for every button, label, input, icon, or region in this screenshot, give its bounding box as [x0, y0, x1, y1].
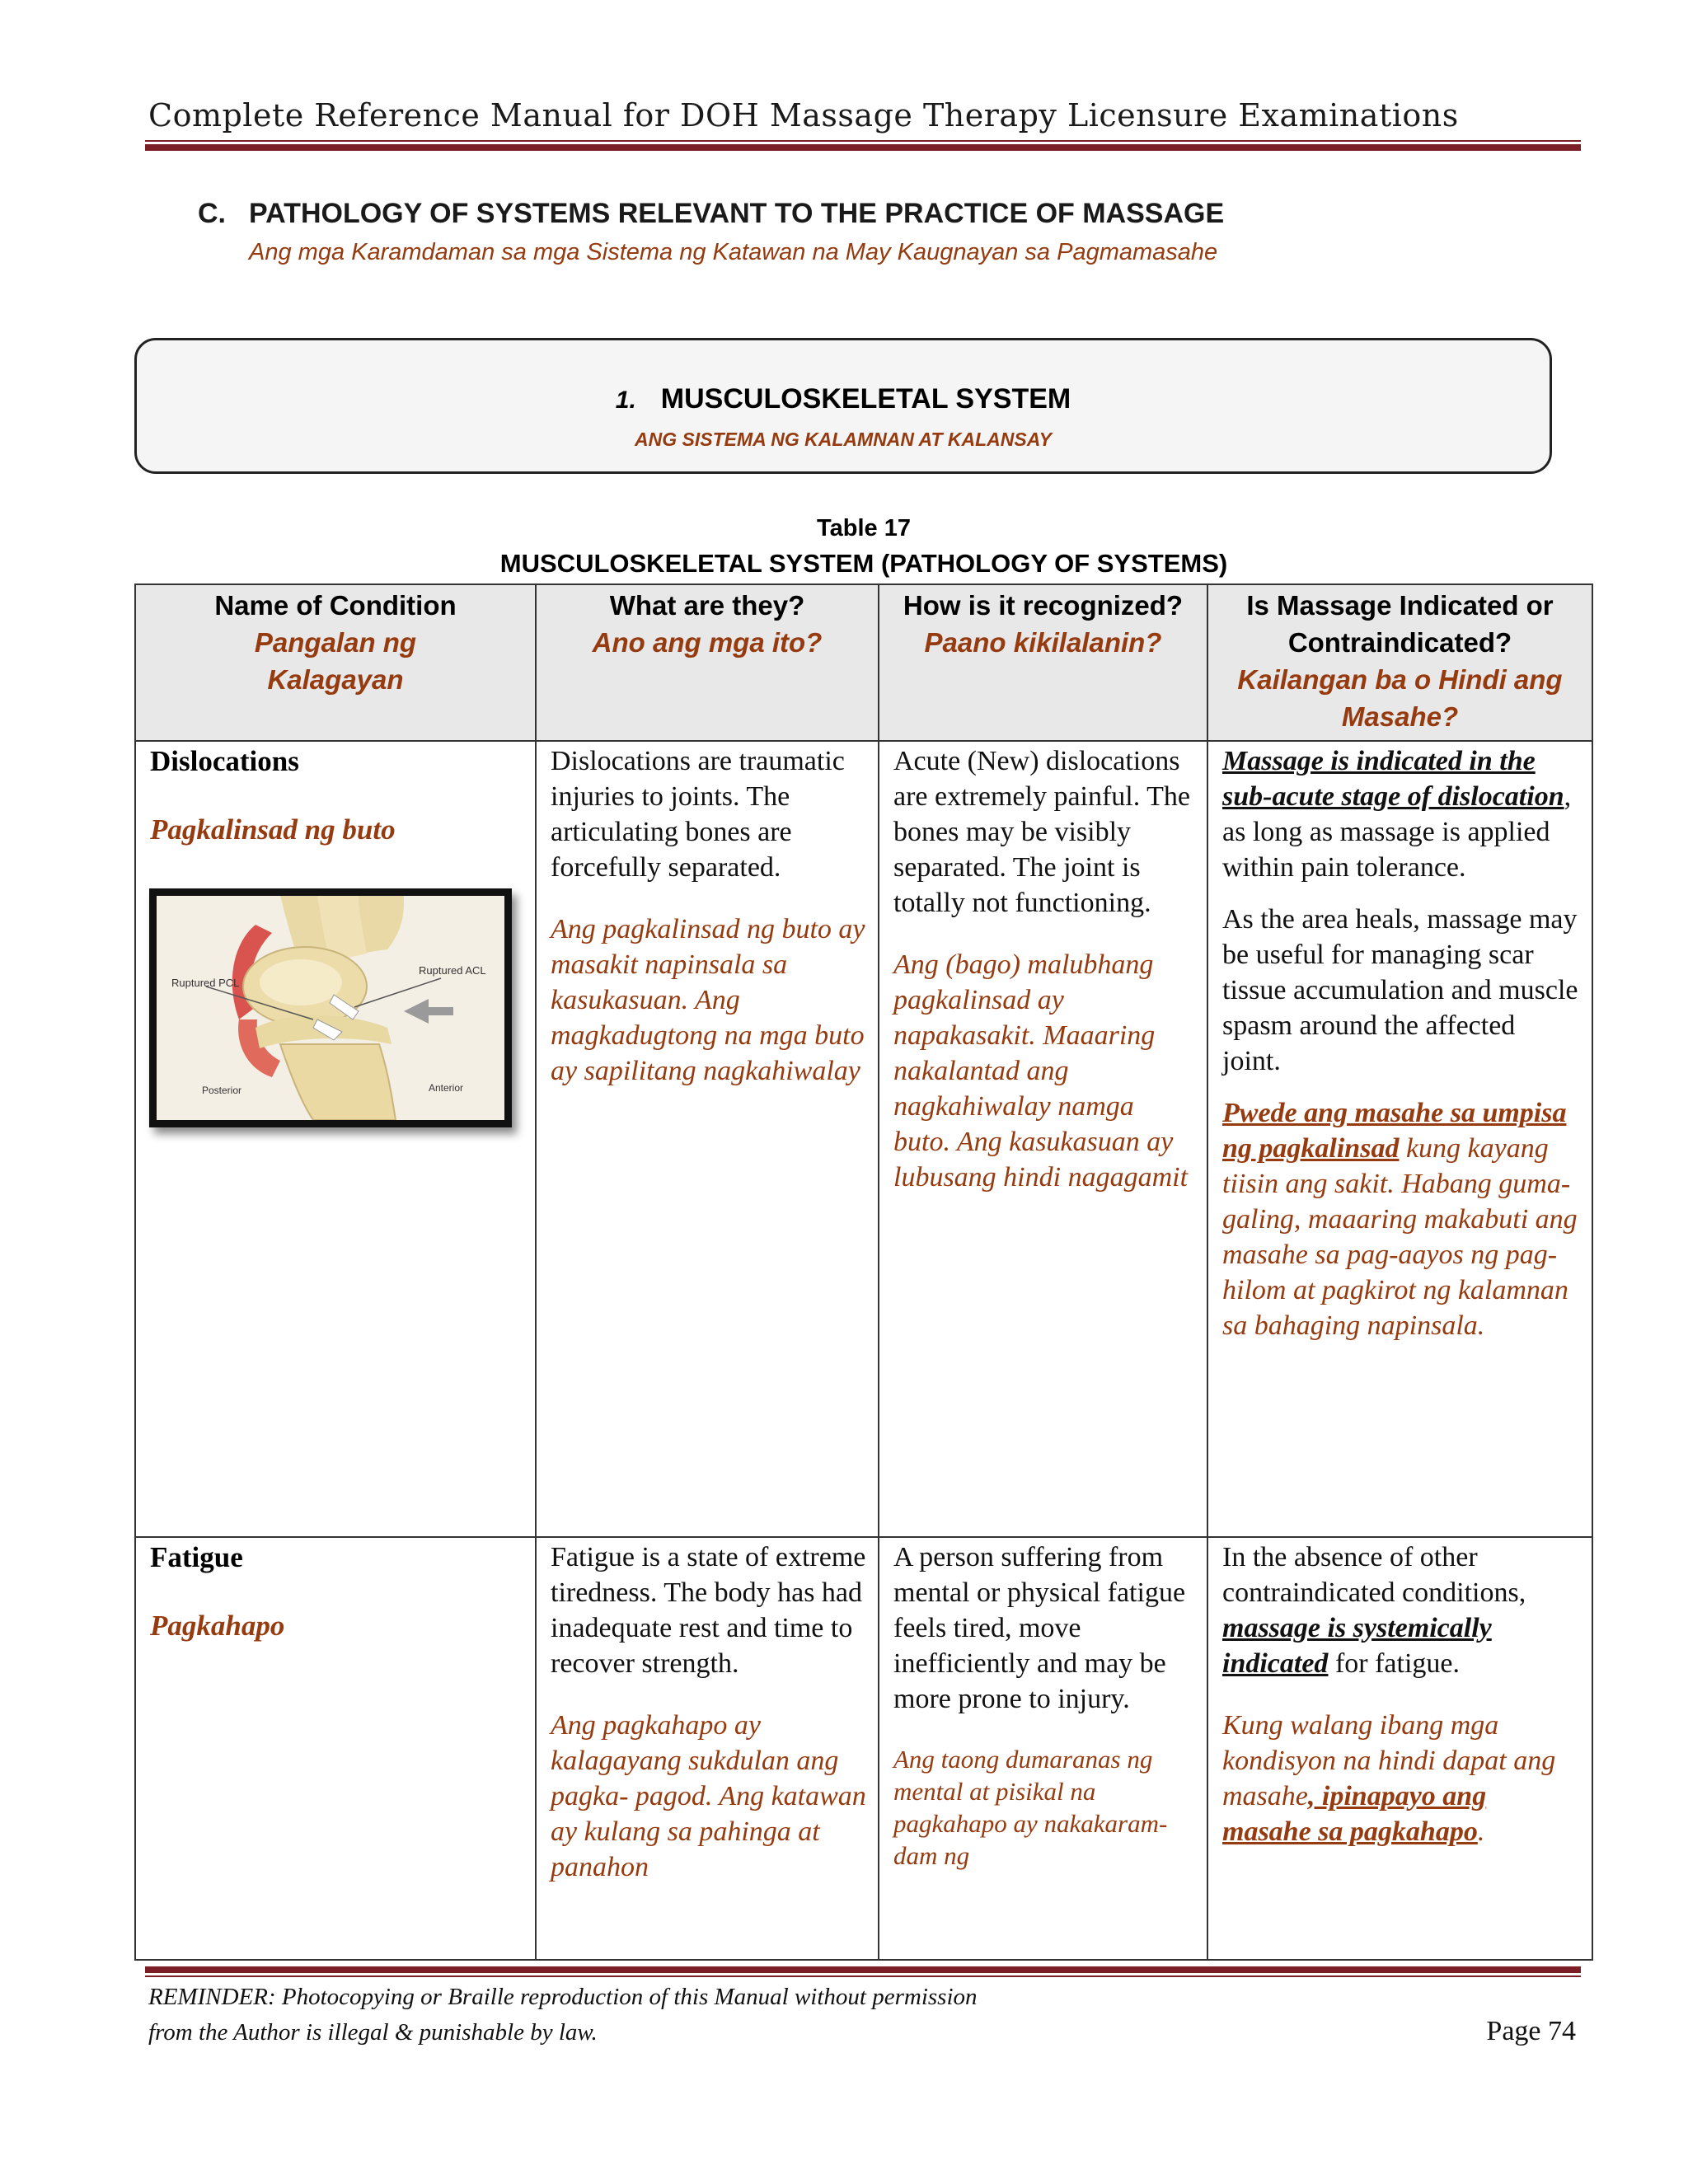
massage-english — [1222, 1540, 1580, 1681]
header-en: How is it recognized? — [903, 590, 1184, 621]
massage-cell — [1207, 1537, 1592, 1960]
massage-tagalog — [1222, 1708, 1580, 1849]
header-en: Is Massage Indicated or Contraindicated? — [1246, 590, 1554, 658]
header-cell-what — [536, 584, 879, 741]
how-english: A person suffering from mental or physical fatigue feels tired, move inefficiently and may be more prone to injury. — [893, 1542, 1186, 1714]
condition-cell — [135, 741, 536, 1537]
knee-injury-illustration — [149, 888, 512, 1127]
massage-cell — [1207, 741, 1592, 1537]
section-title: PATHOLOGY OF SYSTEMS RELEVANT TO THE PRACTICE OF MASSAGE — [249, 198, 1225, 229]
header-cell-condition — [135, 584, 536, 741]
footer-rule-thin — [145, 1975, 1581, 1977]
what-english: Fatigue is a state of extreme tiredness. The body has had inadequate rest and time to recover strength. — [551, 1542, 866, 1679]
header-cell-how — [879, 584, 1207, 741]
section-heading — [198, 198, 1224, 230]
header-tl: Ano ang mga ito? — [592, 627, 823, 658]
header-rule-thick — [145, 144, 1581, 151]
section-letter: C. — [198, 198, 226, 229]
system-title-text: MUSCULOSKELETAL SYSTEM — [660, 383, 1071, 415]
what-cell — [536, 741, 879, 1537]
what-english: Dislocations are traumatic injuries to joints. The articulating bones are forcefully separated. — [551, 746, 845, 883]
table-caption: MUSCULOSKELETAL SYSTEM (PATHOLOGY OF SYSTEMS) — [499, 549, 1228, 578]
table-row — [135, 741, 1592, 1537]
massage-english-2: As the area heals, massage may be useful for managing scar tissue accumulation and muscle spasm around the affected joint. — [1222, 904, 1578, 1076]
header-tl: Kailangan ba o Hindi ang Masahe? — [1237, 664, 1563, 732]
footer-reminder-line2: from the Author is illegal & punishable by law. — [148, 2019, 598, 2046]
section-subtitle: Ang mga Karamdaman sa mga Sistema ng Katawan na May Kaugnayan sa Pagmamasahe — [249, 239, 1218, 265]
massage-indicated-emphasis: Massage is indicated in the sub-acute stage of dislocation — [1222, 746, 1564, 812]
image-label-acl: Ruptured ACL — [419, 964, 486, 977]
how-tagalog: Ang taong dumaranas ng mental at pisikal na pagkahapo ay nakakaram- dam ng — [893, 1745, 1168, 1870]
system-subtitle: ANG SISTEMA NG KALAMNAN AT KALANSAY — [635, 429, 1052, 450]
image-label-pcl: Ruptured PCL — [171, 977, 240, 989]
condition-cell — [135, 1537, 536, 1960]
table-row — [135, 1537, 1592, 1960]
footer-rule-thick — [145, 1966, 1581, 1973]
massage-tagalog-pre: Kung walang ibang mga kondisyon na hindi dapat ang masahe — [1222, 1710, 1556, 1811]
table-number: Table 17 — [817, 515, 911, 541]
massage-tagalog-emphasis: Pwede ang masahe sa umpisa ng pagkalinsad — [1222, 1098, 1567, 1164]
what-tagalog: Ang pagkalinsad ng buto ay masakit napinsala sa kasukasuan. Ang magkadugtong na mga buto ay sapilitang nagkahiwalay — [551, 914, 865, 1086]
pathology-table — [134, 583, 1593, 1961]
page-number: Page 74 — [1486, 2016, 1576, 2046]
condition-name-tl: Pagkahapo — [150, 1610, 285, 1642]
how-tagalog: Ang (bago) malubhang pagkalinsad ay napakasakit. Maaaring nakalantad ang nagkahiwalay namga buto. Ang kasukasuan ay lubusang hindi nagagamit — [893, 949, 1189, 1193]
system-number: 1. — [615, 387, 636, 414]
condition-name-tl: Pagkalinsad ng buto — [150, 813, 396, 846]
how-cell — [879, 741, 1207, 1537]
massage-english-rest: , as long as massage is applied within pain tolerance. — [1222, 781, 1572, 883]
system-title-box — [134, 338, 1552, 474]
how-english: Acute (New) dislocations are extremely painful. The bones may be visibly separated. The joint is totally not functioning. — [893, 746, 1190, 918]
document-header-title: Complete Reference Manual for DOH Massage Therapy Licensure Examinations — [148, 97, 1459, 134]
header-en: What are they? — [609, 590, 805, 621]
massage-english-post: for fatigue. — [1328, 1648, 1460, 1679]
massage-tagalog-emphasis: , ipinapayo ang masahe sa pagkahapo — [1222, 1781, 1487, 1847]
condition-name: Dislocations — [150, 745, 299, 777]
footer-reminder-line1: REMINDER: Photocopying or Braille reproduction of this Manual without permission — [148, 1984, 978, 2010]
what-cell — [536, 1537, 879, 1960]
massage-english — [1222, 743, 1580, 885]
massage-tagalog-rest: kung kayang tiisin ang sakit. Habang guma-galing, maaaring makabuti ang masahe sa pag-aayos ng pag- hilom at pagkirot ng kalamnan sa bahaging napinsala. — [1222, 1133, 1578, 1341]
massage-tagalog — [1222, 1095, 1580, 1343]
how-cell — [879, 1537, 1207, 1960]
header-cell-massage — [1207, 584, 1592, 741]
image-label-posterior: Posterior — [202, 1085, 242, 1096]
header-tl: Pangalan ng Kalagayan — [254, 627, 417, 695]
massage-english-pre: In the absence of other contraindicated conditions, — [1222, 1542, 1526, 1608]
image-label-anterior: Anterior — [429, 1082, 464, 1094]
header-tl: Paano kikilalanin? — [924, 627, 1162, 658]
massage-tagalog-post: . — [1477, 1816, 1485, 1847]
header-en: Name of Condition — [214, 590, 457, 621]
condition-name: Fatigue — [150, 1541, 243, 1573]
system-title — [137, 383, 1550, 415]
header-rule-thin — [145, 140, 1581, 142]
massage-indicated-emphasis: massage is systemically indicated — [1222, 1613, 1492, 1679]
table-header-row — [135, 584, 1592, 741]
what-tagalog: Ang pagkahapo ay kalagayang sukdulan ang pagka- pagod. Ang katawan ay kulang sa pahinga at panahon — [551, 1710, 866, 1882]
